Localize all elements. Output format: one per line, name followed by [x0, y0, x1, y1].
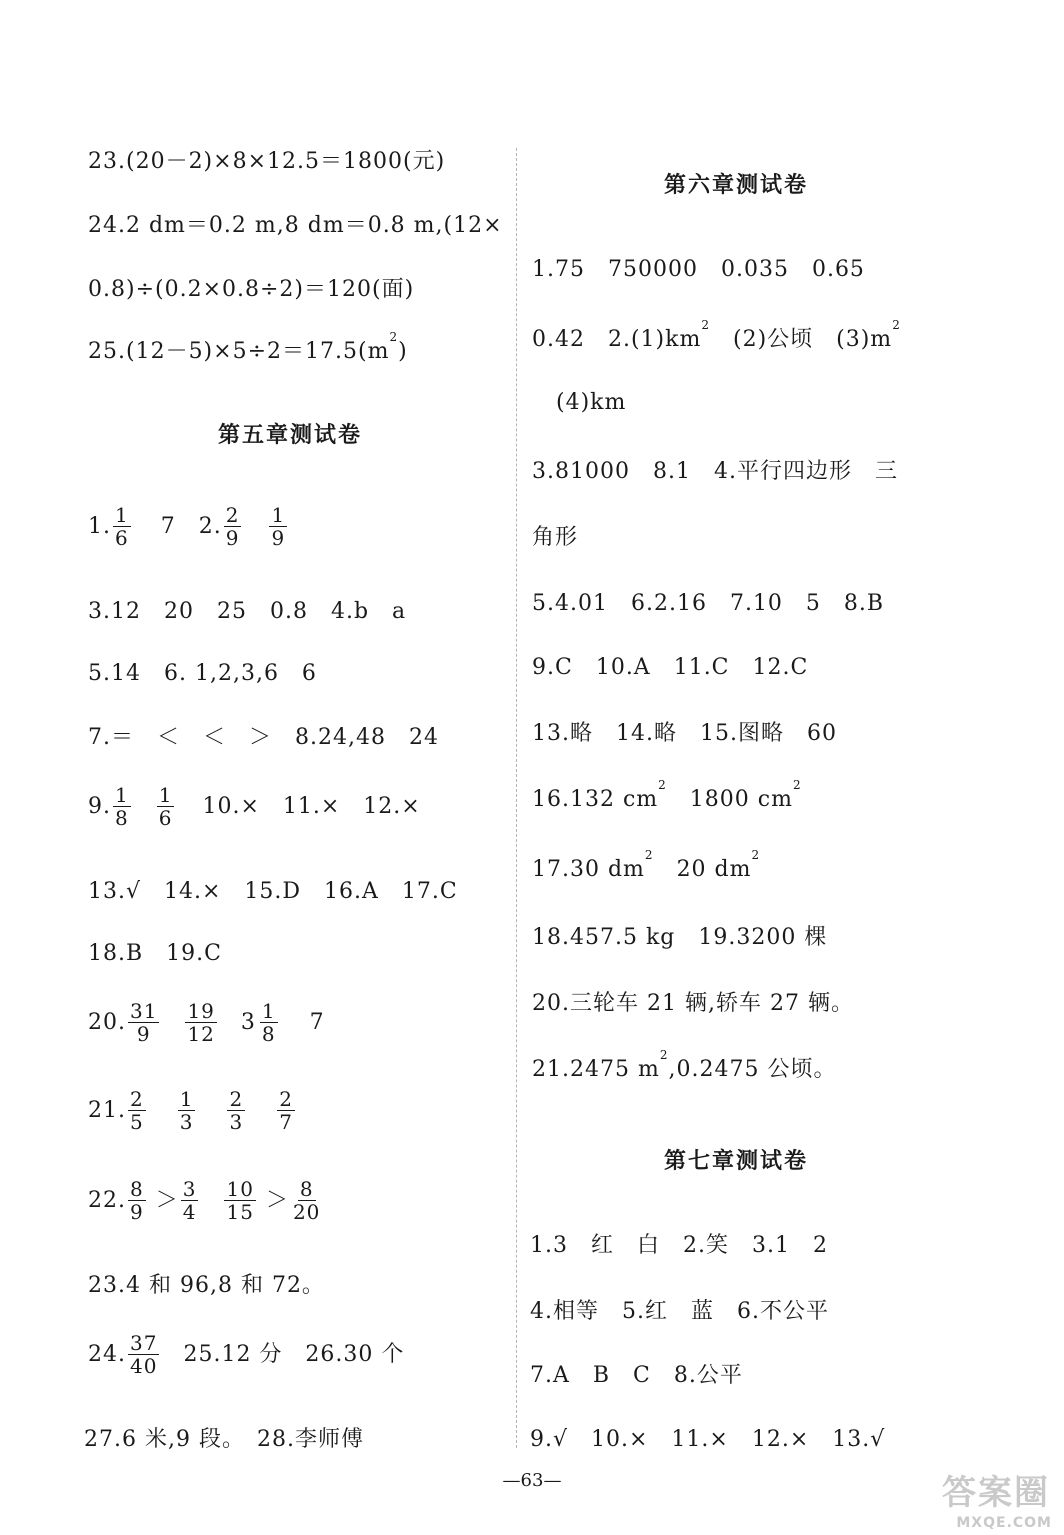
- answer-ch6-9: 9.C 10.A 11.C 12.C: [532, 655, 809, 680]
- answer-ch6-1: 1.75 750000 0.035 0.65: [532, 257, 865, 282]
- answer-ch6-3: 3.81000 8.1 4.平行四边形 三: [532, 459, 898, 484]
- answer-ch5-3: 3.12 20 25 0.8 4.b a: [88, 599, 407, 624]
- answer-ch6-5: 5.4.01 6.2.16 7.10 5 8.B: [532, 591, 885, 616]
- chapter-7-heading: 第七章测试卷: [664, 1149, 809, 1174]
- answer-ch6-2-cont: (4)km: [556, 390, 627, 415]
- answer-ch5-24: 24. $\frac{37}{40}$ 25.12 分 26.30 个: [88, 1331, 405, 1378]
- answer-24-line1: 24.2 dm＝0.2 m,8 dm＝0.8 m,(12×: [88, 213, 503, 238]
- answer-ch6-16: 16.132 $cm^2$ 1800 $cm^2$: [532, 778, 802, 812]
- answer-ch5-27: 27.6 米,9 段。 28.李师傅: [84, 1427, 364, 1452]
- chapter-6-heading: 第六章测试卷: [664, 173, 809, 198]
- answer-ch6-20: 20.三轮车 21 辆,轿车 27 辆。: [532, 991, 854, 1016]
- answer-ch5-23: 23.4 和 96,8 和 72。: [88, 1273, 325, 1298]
- answer-25: $25.(12-5)\times 5\div 2=17.5(m^2)$: [88, 330, 408, 364]
- answer-ch5-9: 9. $\frac{1}{8}$ $\frac{1}{6}$ 10.× 11.× 12.×: [88, 783, 421, 830]
- answer-ch5-18: 18.B 19.C: [88, 941, 222, 966]
- answer-24-line2: 0.8)÷(0.2×0.8÷2)＝120(面): [88, 277, 415, 302]
- column-divider: [516, 148, 517, 1448]
- answer-ch7-4: 4.相等 5.红 蓝 6.不公平: [530, 1299, 829, 1324]
- answer-ch5-22: 22. $\frac{8}{9}$ ＞ $\frac{3}{4}$ $\frac{10}{15}$ ＞ $\frac{8}{20}$: [88, 1177, 321, 1224]
- answer-23: 23.(20－2)×8×12.5＝1800(元): [88, 149, 446, 174]
- answer-ch5-5: 5.14 6. 1,2,3,6 6: [88, 661, 317, 686]
- answer-ch6-18: 18.457.5 kg 19.3200 棵: [532, 925, 828, 950]
- answer-ch6-3-cont: 角形: [532, 525, 579, 550]
- answer-ch6-21: 21.2475 $m^2,0.2475$ 公顷。: [532, 1048, 837, 1082]
- answer-ch7-7: 7.A B C 8.公平: [530, 1363, 743, 1388]
- answer-ch7-9: 9.√ 10.× 11.× 12.× 13.√: [530, 1427, 886, 1452]
- answer-ch6-2: 0.42 $2.(1)km^2$ (2)公顷 $(3)m^2$: [532, 318, 901, 352]
- answer-ch5-7: 7.＝ ＜ ＜ ＞ 8.24,48 24: [88, 725, 439, 750]
- chapter-5-heading: 第五章测试卷: [218, 423, 363, 448]
- watermark-text: 答案圈: [942, 1473, 1050, 1513]
- answer-ch5-1: 1. $\frac{1}{6}$ 7 2. $\frac{2}{9}$ $\frac{1}{9}$: [88, 503, 286, 550]
- page-number: —63—: [502, 1470, 562, 1491]
- answer-ch6-13: 13.略 14.略 15.图略 60: [532, 721, 837, 746]
- answer-ch5-13: 13.√ 14.× 15.D 16.A 17.C: [88, 879, 458, 904]
- answer-ch6-17: 17.30 $dm^2$ 20 $dm^2$: [532, 848, 761, 882]
- watermark-logo: [930, 1463, 1060, 1533]
- answer-ch5-20: 20. $\frac{31}{9}$ $\frac{19}{12}$ 3 $\frac{1}{8}$ 7: [88, 999, 325, 1046]
- watermark-url: MXQE.COM: [956, 1515, 1052, 1531]
- answer-ch7-1: 1.3 红 白 2.笑 3.1 2: [530, 1233, 828, 1258]
- answer-ch5-21: 21. $\frac{2}{5}$ $\frac{1}{3}$ $\frac{2}{3}$ $\frac{2}{7}$: [88, 1087, 293, 1134]
